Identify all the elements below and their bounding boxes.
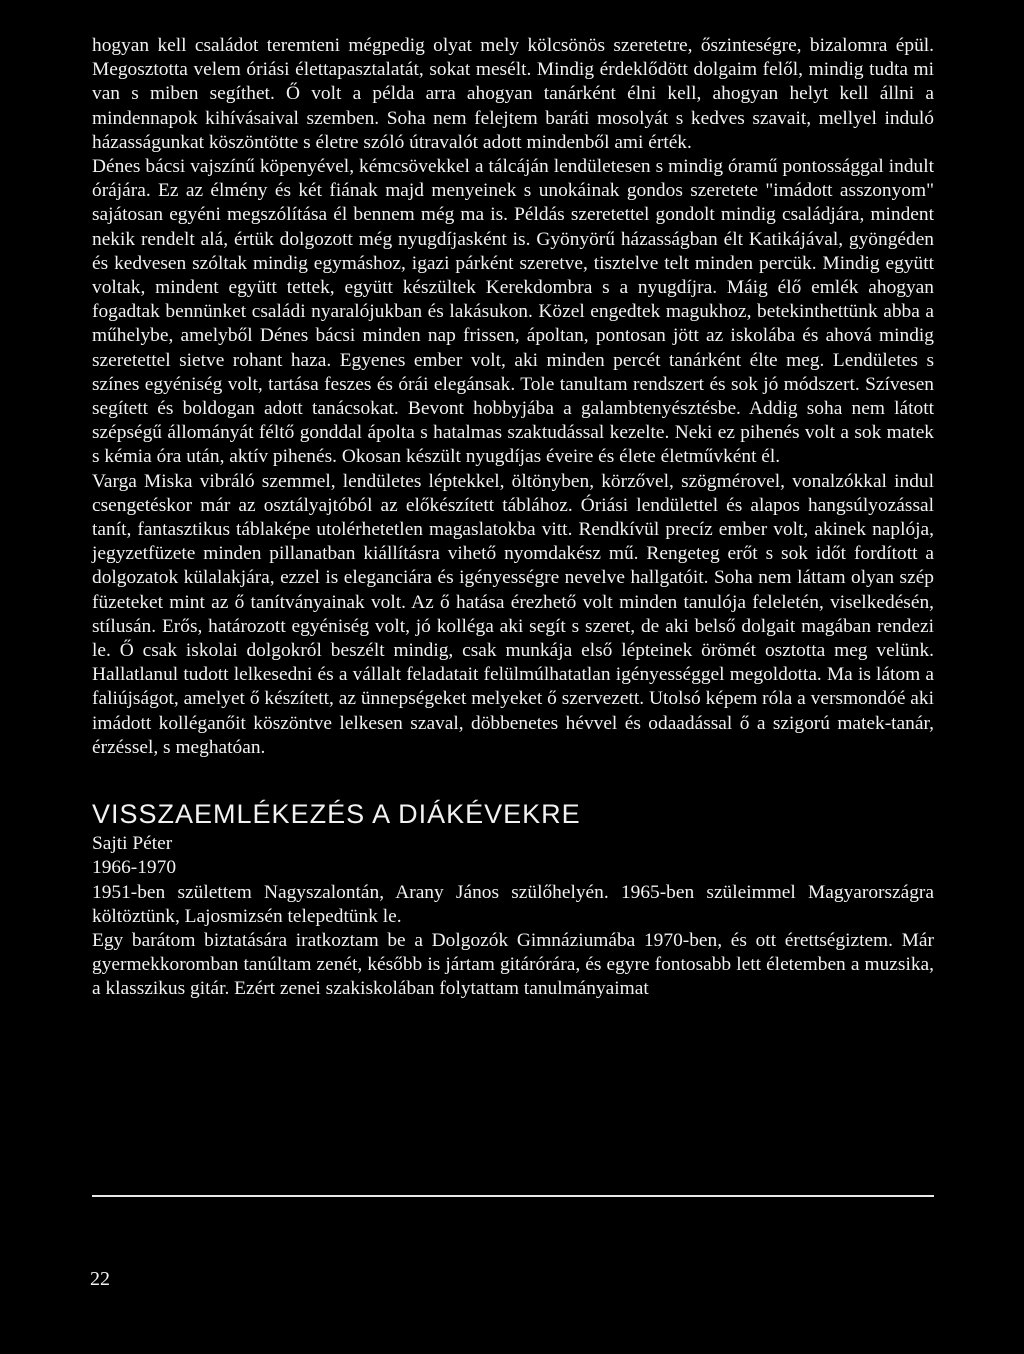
- body-paragraph-3: Varga Miska vibráló szemmel, lendületes léptekkel, öltönyben, körzővel, szögmérovel, vonalzókkal indul csengetéskor már az osztályajtóból az előkészített táblához. Óriási lendülettel és alapos hangsúlyozással tanít, fantasztikus táblaképe utolérhetetlen magaslatokba vitt. Rendkívül precíz ember volt, akinek naplója, jegyzetfüzete minden pillanatban kiállításra vihető nyomdakész mű. Rengeteg erőt s sok időt fordított a dolgozatok külalakjára, ezzel is eleganciára és igényességre nevelve hallgatóit. Soha nem láttam olyan szép füzeteket mint az ő tanítványainak volt. Az ő hatása érezhető volt minden tanulója feleletén, viselkedésén, stílusán. Erős, határozott egyéniség volt, jó kolléga aki segít s szeret, de aki belső dolgait magában rendezi le. Ő csak iskolai dolgokról beszélt mindig, csak munkája első lépteinek örömét osztotta meg velünk. Hallatlanul tudott lelkesedni és a vállalt feladatait felülmúlhatatlan igényességgel megoldotta. Ma is látom a faliújságot, amelyet ő készített, az ünnepségeket melyeket ő szervezett. Utolsó képem róla a versmondóé aki imádott kolléganőit köszöntve lelkesen szaval, döbbenetes hévvel és odaadással ő a szigorú matek-tanár, érzéssel, s meghatóan.: [92, 470, 934, 758]
- page-number: 22: [90, 1268, 110, 1290]
- body-paragraph-1: hogyan kell családot teremteni mégpedig olyat mely kölcsönös szeretetre, őszinteségre, bizalomra épül. Megosztotta velem óriási élettapasztalatát, sokat mesélt. Mindig érdeklődött dolgaim felől, mindig tudta mi van s miben segíthet. Ő volt a példa arra ahogyan tanárként élni kell, ahogyan helyt kell állni a mindennapok kihívásaival szemben. Soha nem felejtem baráti mosolyát s kedves szavait, mellyel induló házasságunkat köszöntötte s életre szóló útravalót adott mindenből ami érték.: [92, 35, 934, 153]
- body-paragraph-2: Dénes bácsi vajszínű köpenyével, kémcsövekkel a tálcáján lendületesen s mindig óramű pontossággal indult órájára. Ez az élmény és két fiának majd menyeinek s unokáinak gondos szeretete "imádott asszonyom" sajátosan egyéni megszólítása él bennem még ma is. Példás szeretettel gondolt mindig családjára, mindent nekik rendelt alá, értük dolgozott még nyugdíjasként is. Gyönyörű házasságban élt Katikájával, gyöngéden és kedvesen szóltak mindig egymáshoz, igazi párként szeretve, tisztelve telt minden percük. Mindig együtt voltak, mindent együtt tettek, együtt készültek Kerekdombra s a nyugdíjra. Máig élő emlék ahogyan fogadtak bennünket családi nyaralójukban és lakásukon. Közel engedtek magukhoz, betekinthettünk abba a műhelybe, amelyből Dénes bácsi minden nap frissen, ápoltan, pontosan jött az iskolába és ahová mindig szeretettel sietve rohant haza. Egyenes ember volt, aki minden percét tanárként élte meg. Lendületes s színes egyéniség volt, tartása feszes és órái elegánsak. Tole tanultam rendszert és sok jó módszert. Szívesen segített és boldogan adott tanácsokat. Bevont hobbyjába a galambtenyésztésbe. Addig soha nem látott szépségű állományát féltő gonddal ápolta s hatalmas szaktudással kezelte. Neki ez pihenés volt a sok matek s kémia óra után, aktív pihenés. Okosan készült nyugdíjas éveire és élete életművként él.: [92, 156, 934, 468]
- section-paragraph-2: Egy barátom biztatására iratkoztam be a Dolgozók Gimnáziumába 1970-ben, és ott érettségiztem. Már gyermekkoromban tanúltam zenét, később is jártam gitárórára, és egyre fontosabb lett életemben a muzsika, a klasszikus gitár. Ezért zenei szakiskolában folytattam tanulmányaimat: [92, 929, 934, 1000]
- author-name: Sajti Péter: [92, 833, 173, 855]
- section-heading: VISSZAEMLÉKEZÉS A DIÁKÉVEKRE: [92, 799, 581, 830]
- document-page: [92, 34, 934, 1002]
- section-paragraph-1: 1951-ben születtem Nagyszalontán, Arany János szülőhelyén. 1965-ben szüleimmel Magyarországra költöztünk, Lajosmizsén telepedtünk le.: [92, 881, 934, 927]
- school-years: 1966-1970: [92, 857, 177, 879]
- footer-divider: [92, 1195, 934, 1197]
